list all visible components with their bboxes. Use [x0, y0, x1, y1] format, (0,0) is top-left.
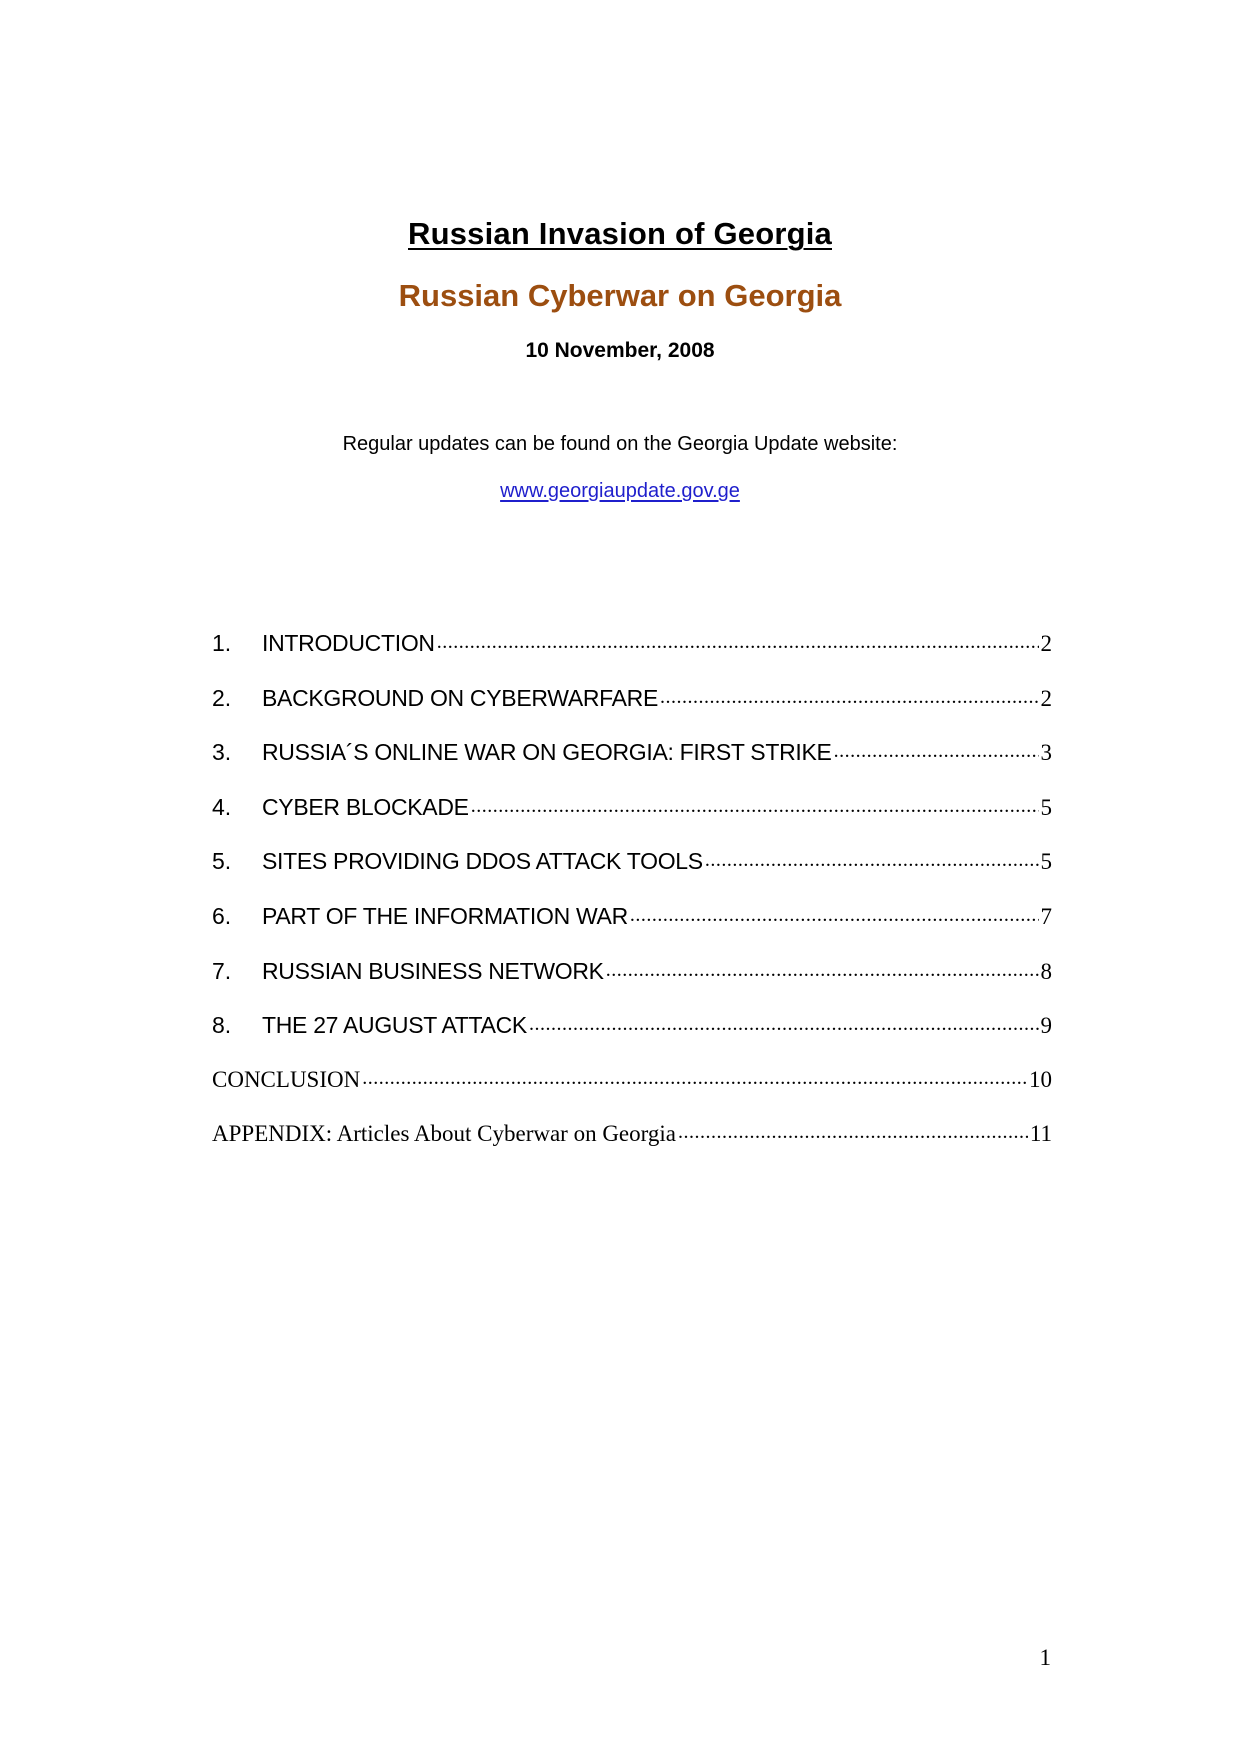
toc-entry-label: SITES PROVIDING DDOS ATTACK TOOLS	[262, 848, 703, 875]
toc-dot-leader	[606, 959, 1039, 979]
toc-entry-appendix[interactable]	[212, 1121, 1052, 1176]
toc-entry-label: INTRODUCTION	[262, 630, 435, 656]
toc-entry-number: 3.	[212, 739, 232, 766]
toc-dot-leader	[660, 686, 1038, 706]
toc-entry-information-war[interactable]	[212, 903, 1052, 958]
toc-entry-number: 6.	[212, 902, 232, 929]
toc-entry-page: 8	[1040, 958, 1052, 984]
toc-entry-page: 5	[1040, 794, 1052, 820]
toc-entry-page: 7	[1040, 903, 1052, 929]
toc-entry-page: 9	[1040, 1013, 1052, 1039]
toc-entry-page: 2	[1040, 631, 1052, 656]
toc-dot-leader	[529, 1013, 1039, 1033]
toc-entry-ddos-tools[interactable]	[212, 848, 1052, 903]
toc-dot-leader	[471, 795, 1039, 815]
toc-entry-page: 3	[1040, 740, 1052, 766]
toc-entry-first-strike[interactable]	[212, 739, 1052, 794]
toc-entry-introduction[interactable]	[212, 630, 1052, 685]
toc-entry-page: 5	[1040, 849, 1052, 875]
toc-entry-label: RUSSIA´S ONLINE WAR ON GEORGIA: FIRST STRIKE	[262, 739, 832, 766]
page-number: 1	[1039, 1645, 1051, 1670]
toc-entry-page: 11	[1029, 1121, 1052, 1147]
table-of-contents	[212, 630, 1052, 1176]
updates-note: Regular updates can be found on the Georgia Update website:	[342, 433, 898, 455]
document-date: 10 November, 2008	[525, 339, 715, 362]
toc-entry-label: APPENDIX: Articles About Cyberwar on Georgia	[212, 1121, 676, 1147]
toc-entry-number: 5.	[212, 848, 232, 875]
toc-entry-business-network[interactable]	[212, 958, 1052, 1013]
toc-entry-number: 2.	[212, 684, 232, 711]
toc-dot-leader	[630, 904, 1039, 924]
toc-entry-label: RUSSIAN BUSINESS NETWORK	[262, 957, 604, 984]
toc-entry-number: 4.	[212, 793, 232, 820]
toc-dot-leader	[705, 849, 1039, 869]
toc-entry-page: 10	[1029, 1066, 1052, 1092]
toc-entry-label: THE 27 AUGUST ATTACK	[262, 1012, 527, 1039]
toc-entry-label: BACKGROUND ON CYBERWARFARE	[262, 684, 659, 711]
toc-entry-background[interactable]	[212, 685, 1052, 740]
toc-entry-cyber-blockade[interactable]	[212, 794, 1052, 849]
website-link-container	[0, 480, 1240, 503]
toc-entry-27-august-attack[interactable]	[212, 1012, 1052, 1067]
document-title: Russian Invasion of Georgia	[408, 216, 832, 251]
toc-entry-label: CYBER BLOCKADE	[262, 793, 469, 820]
toc-entry-label: CONCLUSION	[212, 1066, 361, 1092]
toc-dot-leader	[678, 1121, 1028, 1141]
toc-dot-leader	[437, 631, 1039, 651]
toc-entry-number: 8.	[212, 1012, 232, 1039]
toc-dot-leader	[834, 740, 1039, 760]
toc-dot-leader	[362, 1067, 1027, 1087]
website-link[interactable]: www.georgiaupdate.gov.ge	[500, 480, 740, 502]
toc-entry-conclusion[interactable]	[212, 1067, 1052, 1122]
toc-entry-label: PART OF THE INFORMATION WAR	[262, 902, 628, 929]
toc-entry-number: 7.	[212, 957, 232, 984]
toc-entry-number: 1.	[212, 630, 232, 656]
toc-entry-page: 2	[1040, 685, 1052, 711]
document-subtitle: Russian Cyberwar on Georgia	[398, 278, 842, 313]
